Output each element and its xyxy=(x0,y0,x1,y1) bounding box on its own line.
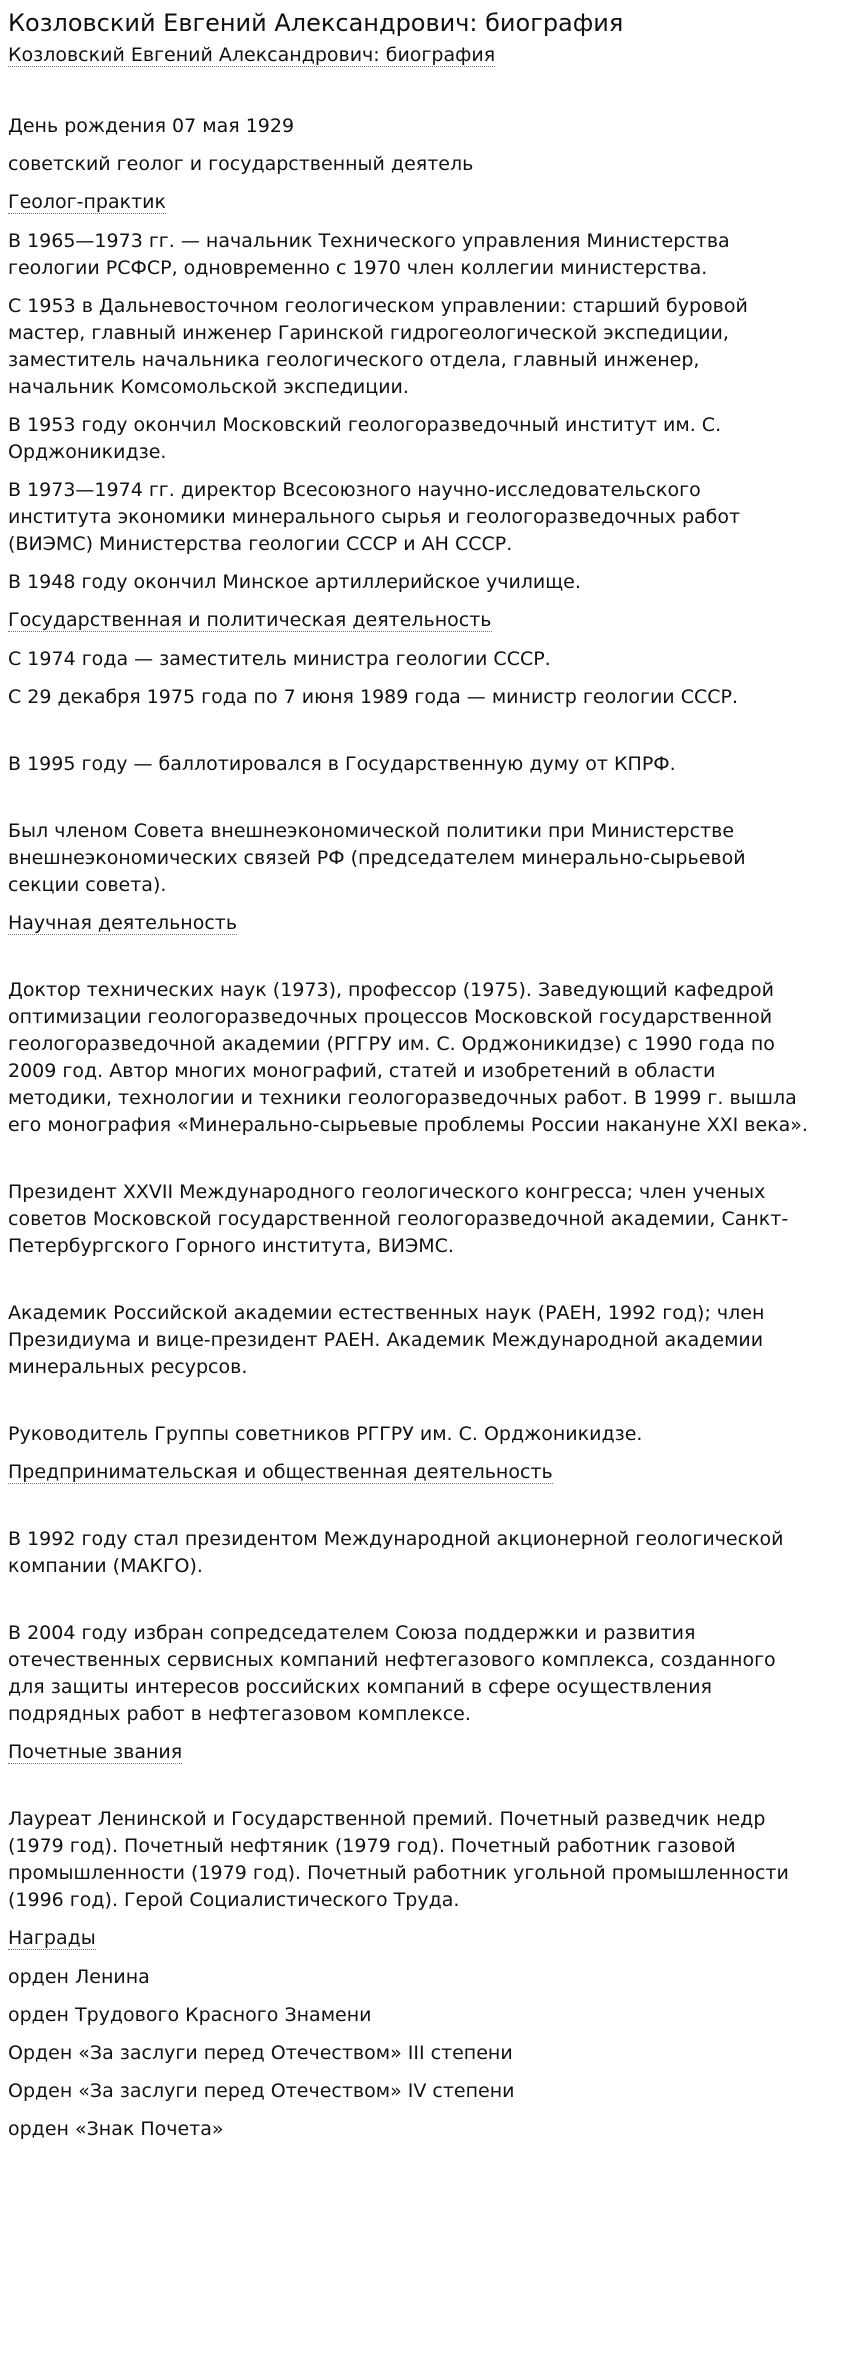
section-heading-state: Государственная и политическая деятельность xyxy=(8,609,492,631)
subtitle-link[interactable]: Козловский Евгений Александрович: биография xyxy=(8,44,496,66)
page-subtitle xyxy=(8,42,808,69)
section-heading-awards: Награды xyxy=(8,1927,96,1949)
bio-paragraph: С 29 декабря 1975 года по 7 июня 1989 года — министр геологии СССР. xyxy=(8,686,738,708)
bio-paragraph: Был членом Совета внешнеэкономической политики при Министерстве внешнеэкономических связей РФ (председателем минерально-сырьевой секции совета). xyxy=(8,820,746,896)
section-heading-geologist: Геолог-практик xyxy=(8,191,167,213)
bio-paragraph: В 1973—1974 гг. директор Всесоюзного научно-исследовательского института экономики минерального сырья и геологоразведочных работ (ВИЭМС) Министерства геологии СССР и АН СССР. xyxy=(8,479,741,555)
occupation: советский геолог и государственный деятель xyxy=(8,153,474,175)
bio-paragraph: В 2004 году избран сопредседателем Союза поддержки и развития отечественных сервисных компаний нефтегазового комплекса, созданного для защиты интересов российских компаний в сфере осуществления подрядных работ в нефтегазовом комплексе. xyxy=(8,1622,776,1725)
section-heading-business: Предпринимательская и общественная деятельность xyxy=(8,1461,553,1483)
bio-paragraph: Доктор технических наук (1973), профессор (1975). Заведующий кафедрой оптимизации геологоразведочных процессов Московской государственной геологоразведочной академии (РГГРУ им. С. Орджоникидзе) с 1990 года по 2009 год. Автор многих монографий, статей и изобретений в области методики, технологии и техники геологоразведочных работ. В 1999 г. вышла его монография «Минерально-сырьевые проблемы России накануне XXI века». xyxy=(8,979,808,1136)
bio-paragraph: Лауреат Ленинской и Государственной премий. Почетный разведчик недр (1979 год). Почетный нефтяник (1979 год). Почетный работник газовой промышленности (1979 год). Почетный работник угольной промышленности (1996 год). Герой Социалистического Труда. xyxy=(8,1808,789,1911)
bio-paragraph: В 1953 году окончил Московский геологоразведочный институт им. С. Орджоникидзе. xyxy=(8,414,722,463)
award-item: орден Ленина xyxy=(8,1966,150,1988)
award-item: орден Трудового Красного Знамени xyxy=(8,2004,372,2026)
section-heading-science: Научная деятельность xyxy=(8,912,238,934)
bio-paragraph: С 1974 года — заместитель министра геологии СССР. xyxy=(8,648,551,670)
birth-date: День рождения 07 мая 1929 xyxy=(8,115,295,137)
award-item: Орден «За заслуги перед Отечеством» III степени xyxy=(8,2042,513,2064)
award-item: орден «Знак Почета» xyxy=(8,2118,224,2140)
bio-paragraph: С 1953 в Дальневосточном геологическом управлении: старший буровой мастер, главный инженер Гаринской гидрогеологической экспедиции, заместитель начальника геологического отдела, главный инженер, начальник Комсомольской экспедиции. xyxy=(8,295,748,398)
section-heading-titles: Почетные звания xyxy=(8,1741,183,1763)
bio-paragraph: Академик Российской академии естественных наук (РАЕН, 1992 год); член Президиума и вице-президент РАЕН. Академик Международной академии минеральных ресурсов. xyxy=(8,1302,765,1378)
bio-paragraph: В 1948 году окончил Минское артиллерийское училище. xyxy=(8,571,581,593)
bio-paragraph: Руководитель Группы советников РГГРУ им. С. Орджоникидзе. xyxy=(8,1423,643,1445)
award-item: Орден «За заслуги перед Отечеством» IV степени xyxy=(8,2080,515,2102)
bio-paragraph: В 1965—1973 гг. — начальник Технического управления Министерства геологии РСФСР, одновременно с 1970 член коллегии министерства. xyxy=(8,230,730,279)
page-title: Козловский Евгений Александрович: биография xyxy=(8,9,624,37)
bio-paragraph: В 1992 году стал президентом Международной акционерной геологической компании (МАКГО). xyxy=(8,1528,784,1577)
bio-paragraph: В 1995 году — баллотировался в Государственную думу от КПРФ. xyxy=(8,753,676,775)
bio-paragraph: Президент XXVII Международного геологического конгресса; член ученых советов Московской государственной геологоразведочной академии, Санкт-Петербургского Горного института, ВИЭМС. xyxy=(8,1181,789,1257)
